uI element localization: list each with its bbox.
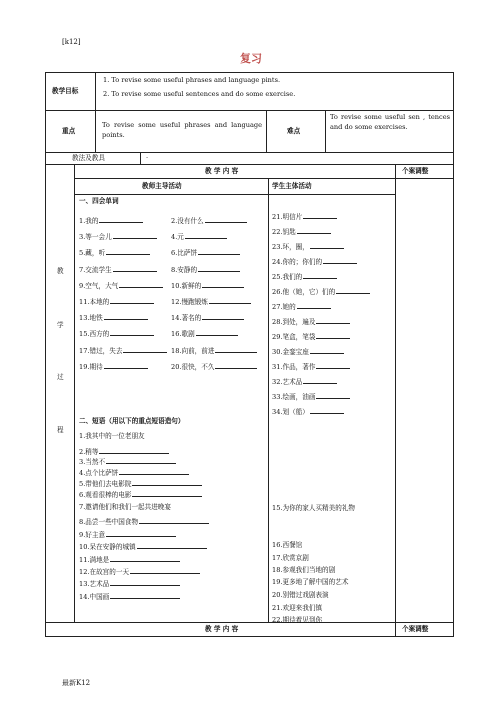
phrase-item <box>79 457 176 466</box>
phrase-item <box>79 530 176 539</box>
word-item <box>171 329 238 338</box>
phrase-item-text: 7.邀请他们和我们一起共进晚宴 <box>79 503 172 511</box>
answer-blank[interactable] <box>130 567 200 574</box>
word-item-text: 12.慢跑锻炼 <box>171 298 208 306</box>
word-item <box>79 232 157 241</box>
answer-blank[interactable] <box>119 468 189 475</box>
word-item <box>171 248 240 257</box>
word-item <box>272 272 337 281</box>
phrase-item <box>79 579 180 588</box>
word-item <box>272 362 350 371</box>
phrase-item <box>79 592 180 601</box>
answer-blank[interactable] <box>310 407 344 414</box>
answer-blank[interactable] <box>99 447 169 454</box>
answer-blank[interactable] <box>110 592 180 599</box>
word-item <box>171 362 257 371</box>
phrase-item-text: 6.观看很棒的电影 <box>79 491 132 499</box>
answer-blank[interactable] <box>310 347 344 354</box>
word-item-text: 32.艺术品 <box>272 378 303 386</box>
word-item-text: 22.钥匙 <box>272 228 296 236</box>
word-item <box>79 329 154 338</box>
answer-blank[interactable] <box>110 297 154 304</box>
word-item <box>272 317 350 326</box>
phrase-item <box>79 542 207 551</box>
phrase-item-text: 9.好主意 <box>79 531 106 539</box>
word-item <box>171 297 251 306</box>
answer-blank[interactable] <box>132 490 202 497</box>
phrase-item-text: 2.稍等 <box>79 448 99 456</box>
answer-blank[interactable] <box>106 457 176 464</box>
word-item-text: 13.地铁 <box>79 314 103 323</box>
phrase-item-text: 4.点个比萨饼 <box>79 469 119 477</box>
word-item-text: 20.很快，不久 <box>171 362 215 371</box>
word-item <box>272 257 357 266</box>
answer-blank[interactable] <box>104 362 148 369</box>
process-label-2: 学 <box>57 321 64 329</box>
process-label-4: 程 <box>57 426 64 434</box>
phrase-item-text: 19.更多地了解中国的艺术 <box>272 578 349 586</box>
phrase-item <box>272 579 348 586</box>
word-item <box>272 227 331 236</box>
phrase-item-text: 21.欢迎来我们镇 <box>272 604 323 612</box>
word-item-text: 29.笔盒，笔袋 <box>272 333 316 341</box>
word-item-text: 4.元 <box>171 233 184 242</box>
word-item-text: 1.我的 <box>79 217 99 225</box>
answer-blank[interactable] <box>297 302 331 309</box>
section1-title: 一、四会单词 <box>79 197 119 205</box>
phrase-item <box>79 567 200 576</box>
answer-blank[interactable] <box>323 257 357 264</box>
key-points-text: To revise some useful phrases and language points. <box>102 121 262 139</box>
word-item <box>272 287 370 296</box>
page-title: 复习 <box>240 52 262 65</box>
phrase-item-text: 11.满地是 <box>79 556 110 564</box>
key-points-label: 重点 <box>62 127 76 135</box>
phrase-item <box>272 617 322 624</box>
phrase-item <box>79 555 180 564</box>
word-item-text: 2.没有什么 <box>171 217 204 225</box>
phrase-item-text: 18.参观我们当地的剧 <box>272 566 336 574</box>
word-item <box>171 265 240 274</box>
word-item-text: 34.划（船） <box>272 408 309 416</box>
student-header: 学生主体活动 <box>272 182 312 190</box>
tools-label: 教法及教具 <box>72 154 105 162</box>
phrase-item <box>79 433 145 440</box>
word-item-text: 5.藏，听 <box>79 249 106 258</box>
phrase-item-text: 17.欣赏京剧 <box>272 554 309 562</box>
word-item <box>272 212 337 221</box>
answer-blank[interactable] <box>205 216 247 223</box>
answer-blank[interactable] <box>196 329 238 336</box>
word-item <box>79 313 148 322</box>
word-item <box>272 392 350 401</box>
answer-blank[interactable] <box>185 232 227 239</box>
phrase-item <box>79 517 209 526</box>
objective-2: 2. To revise some useful sentences and do some exercise. <box>103 90 296 98</box>
content-header: 教 学 内 容 <box>205 167 239 175</box>
page-header: [k12] <box>62 38 81 46</box>
word-item-text: 10.新鲜的 <box>171 281 202 290</box>
word-item-text: 15.西方的 <box>79 330 110 339</box>
answer-blank[interactable] <box>202 281 244 288</box>
word-item <box>171 281 244 290</box>
word-item <box>79 216 143 225</box>
phrase-item-text: 1.我其中的一位老朋友 <box>79 432 145 440</box>
answer-blank[interactable] <box>132 479 202 486</box>
answer-blank[interactable] <box>106 248 150 255</box>
phrase-item-text: 10.呆在安静的城镇 <box>79 543 136 551</box>
word-item <box>171 216 247 225</box>
phrase-item-text: 16.西餐馆 <box>272 541 303 549</box>
phrase-item <box>79 479 202 488</box>
answer-blank[interactable] <box>198 265 240 272</box>
phrase-item <box>272 605 322 612</box>
section2-title: 二、短语（用以下的重点短语造句） <box>79 417 185 425</box>
answer-blank[interactable] <box>316 392 350 399</box>
phrase-item-text: 8.品尝一些中国食物 <box>79 518 139 526</box>
difficult-points-label: 难点 <box>287 127 301 135</box>
answer-blank[interactable] <box>113 265 157 272</box>
phrase-item-text: 13.艺术品 <box>79 580 110 588</box>
answer-blank[interactable] <box>123 346 167 353</box>
answer-blank[interactable] <box>202 313 244 320</box>
content-header-bottom: 教 学 内 容 <box>205 625 239 633</box>
answer-blank[interactable] <box>310 242 344 249</box>
phrase-item-text: 15.为你的家人买精美的礼物 <box>272 504 356 512</box>
phrase-item <box>79 504 171 511</box>
phrase-item <box>79 468 189 477</box>
answer-blank[interactable] <box>106 530 176 537</box>
answer-blank[interactable] <box>110 329 154 336</box>
word-item-text: 27.她的 <box>272 303 296 311</box>
word-item-text: 24.你的；你们的 <box>272 258 323 266</box>
word-item-text: 9.空气，大气 <box>79 281 119 290</box>
answer-blank[interactable] <box>336 287 370 294</box>
word-item <box>272 377 337 386</box>
word-item-text: 31.作品，著作 <box>272 363 316 371</box>
answer-blank[interactable] <box>303 377 337 384</box>
word-item <box>79 265 157 274</box>
word-item <box>171 346 257 355</box>
objective-1: 1. To revise some useful phrases and language pints. <box>103 76 281 84</box>
phrase-item-text: 20.别错过戏剧表演 <box>272 591 329 599</box>
word-item-text: 7.交流学生 <box>79 265 112 274</box>
answer-blank[interactable] <box>316 362 350 369</box>
word-item <box>79 362 148 371</box>
word-item-text: 6.比萨饼 <box>171 249 198 258</box>
word-item <box>272 347 344 356</box>
answer-blank[interactable] <box>316 317 350 324</box>
teacher-header: 教师主导活动 <box>142 182 182 190</box>
difficult-points-text: To revise some useful sen , tences and do some exercises. <box>330 113 450 131</box>
answer-blank[interactable] <box>215 362 257 369</box>
tools-value: · <box>146 154 149 162</box>
phrase-item <box>79 490 202 499</box>
page-footer: 最新K12 <box>62 679 91 687</box>
answer-blank[interactable] <box>303 212 337 219</box>
answer-blank[interactable] <box>297 227 331 234</box>
answer-blank[interactable] <box>316 332 350 339</box>
word-item <box>79 248 150 257</box>
answer-blank[interactable] <box>99 216 143 223</box>
word-item-text: 19.期待 <box>79 362 103 371</box>
answer-blank[interactable] <box>139 517 209 524</box>
word-item <box>171 313 244 322</box>
phrase-item-text: 14.中国画 <box>79 593 110 601</box>
word-item-text: 17.错过，失去 <box>79 346 123 355</box>
phrase-item-text: 5.带他们去电影院 <box>79 480 132 488</box>
answer-blank[interactable] <box>215 346 257 353</box>
word-item-text: 23.环，圈， <box>272 243 309 251</box>
phrase-item-text: 3.当然不 <box>79 458 106 466</box>
word-item-text: 14.著名的 <box>171 314 202 323</box>
word-item <box>79 346 167 355</box>
process-label-3: 过 <box>57 373 64 381</box>
word-item-text: 8.安静的 <box>171 265 198 274</box>
answer-blank[interactable] <box>209 297 251 304</box>
answer-blank[interactable] <box>113 232 157 239</box>
answer-blank[interactable] <box>303 272 337 279</box>
word-item-text: 3.等一会儿 <box>79 233 112 242</box>
adjust-header-bottom: 个案调整 <box>402 625 429 633</box>
answer-blank[interactable] <box>104 313 148 320</box>
word-item-text: 16.歌剧 <box>171 330 195 339</box>
phrase-item <box>272 592 329 599</box>
answer-blank[interactable] <box>119 281 163 288</box>
adjust-header: 个案调整 <box>402 167 429 175</box>
phrase-item <box>79 447 169 456</box>
phrase-item-text: 12.在故宫的一天 <box>79 568 130 576</box>
word-item-text: 28.到处，遍及 <box>272 318 316 326</box>
process-label-1: 教 <box>57 267 64 275</box>
phrase-item <box>272 505 355 512</box>
word-item-text: 11.本地的 <box>79 298 110 306</box>
word-item <box>272 302 331 311</box>
phrase-item <box>272 567 335 574</box>
word-item-text: 25.我们的 <box>272 273 303 281</box>
word-item-text: 21.明信片 <box>272 213 303 221</box>
word-item-text: 18.向前，前进 <box>171 346 215 355</box>
objectives-label: 教学目标 <box>52 87 79 95</box>
phrase-item <box>272 542 302 549</box>
word-item <box>272 407 344 416</box>
word-item-text: 30.金銮宝座 <box>272 348 309 356</box>
word-item <box>171 232 227 241</box>
phrase-item-text: 22.期待着见到你 <box>272 616 323 624</box>
word-item-text: 33.绘画，油画 <box>272 393 316 401</box>
answer-blank[interactable] <box>110 579 180 586</box>
phrase-item <box>272 555 309 562</box>
answer-blank[interactable] <box>110 555 180 562</box>
word-item <box>79 297 154 306</box>
answer-blank[interactable] <box>137 542 207 549</box>
word-item <box>79 281 163 290</box>
word-item <box>272 332 350 341</box>
word-item-text: 26.他（她，它）们的 <box>272 288 336 296</box>
answer-blank[interactable] <box>198 248 240 255</box>
word-item <box>272 242 344 251</box>
